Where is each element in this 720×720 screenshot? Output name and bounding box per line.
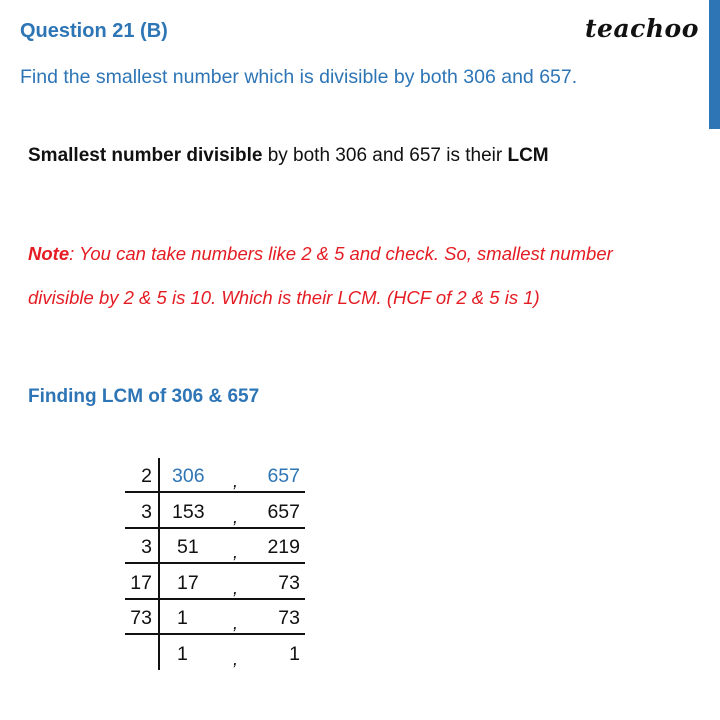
division-left-value: 51 <box>177 536 199 558</box>
finding-heading: Finding LCM of 306 & 657 <box>28 386 260 407</box>
division-divisor: 3 <box>141 500 152 523</box>
division-right-value: 73 <box>278 607 300 629</box>
statement-bold: Smallest number divisible <box>28 145 263 166</box>
division-row-line <box>125 633 305 635</box>
division-row-line <box>125 527 305 529</box>
division-right-value: 73 <box>278 571 300 594</box>
division-separator: , <box>233 471 239 491</box>
division-right-value: 219 <box>267 536 300 558</box>
division-left-value: 1 <box>177 607 188 629</box>
note-label: Note <box>28 243 70 264</box>
division-separator: , <box>233 613 239 633</box>
division-separator: , <box>233 648 239 669</box>
division-left-value: 153 <box>172 500 205 523</box>
statement-lcm: LCM <box>507 145 549 166</box>
division-right-value: 1 <box>289 642 300 665</box>
statement-middle: by both 306 and 657 is their <box>262 145 508 166</box>
division-row-line <box>125 562 305 564</box>
division-right-value: 657 <box>267 465 300 487</box>
division-left-value: 17 <box>177 571 199 594</box>
division-separator: , <box>233 542 239 562</box>
division-left-value: 1 <box>177 642 188 665</box>
division-divisor: 17 <box>130 571 152 594</box>
question-label: Question 21 (B) <box>20 20 168 42</box>
division-row-line <box>125 491 305 493</box>
division-row-line <box>125 598 305 600</box>
note-line-1-text: : You can take numbers like 2 & 5 and check. So, smallest number <box>69 243 613 264</box>
teachoo-logo: teachoo <box>585 14 699 43</box>
division-divisor: 73 <box>130 607 152 629</box>
question-text: Find the smallest number which is divisible by both 306 and 657. <box>20 66 578 88</box>
division-separator: , <box>233 577 239 598</box>
division-divisor: 2 <box>141 465 152 487</box>
division-right-value: 657 <box>267 500 300 523</box>
division-divisor: 3 <box>141 536 152 558</box>
division-vertical-line <box>158 458 160 670</box>
division-left-value: 306 <box>172 465 205 487</box>
note-line-2: divisible by 2 & 5 is 10. Which is their LCM. (HCF of 2 & 5 is 1) <box>28 287 540 308</box>
division-separator: , <box>233 506 239 527</box>
